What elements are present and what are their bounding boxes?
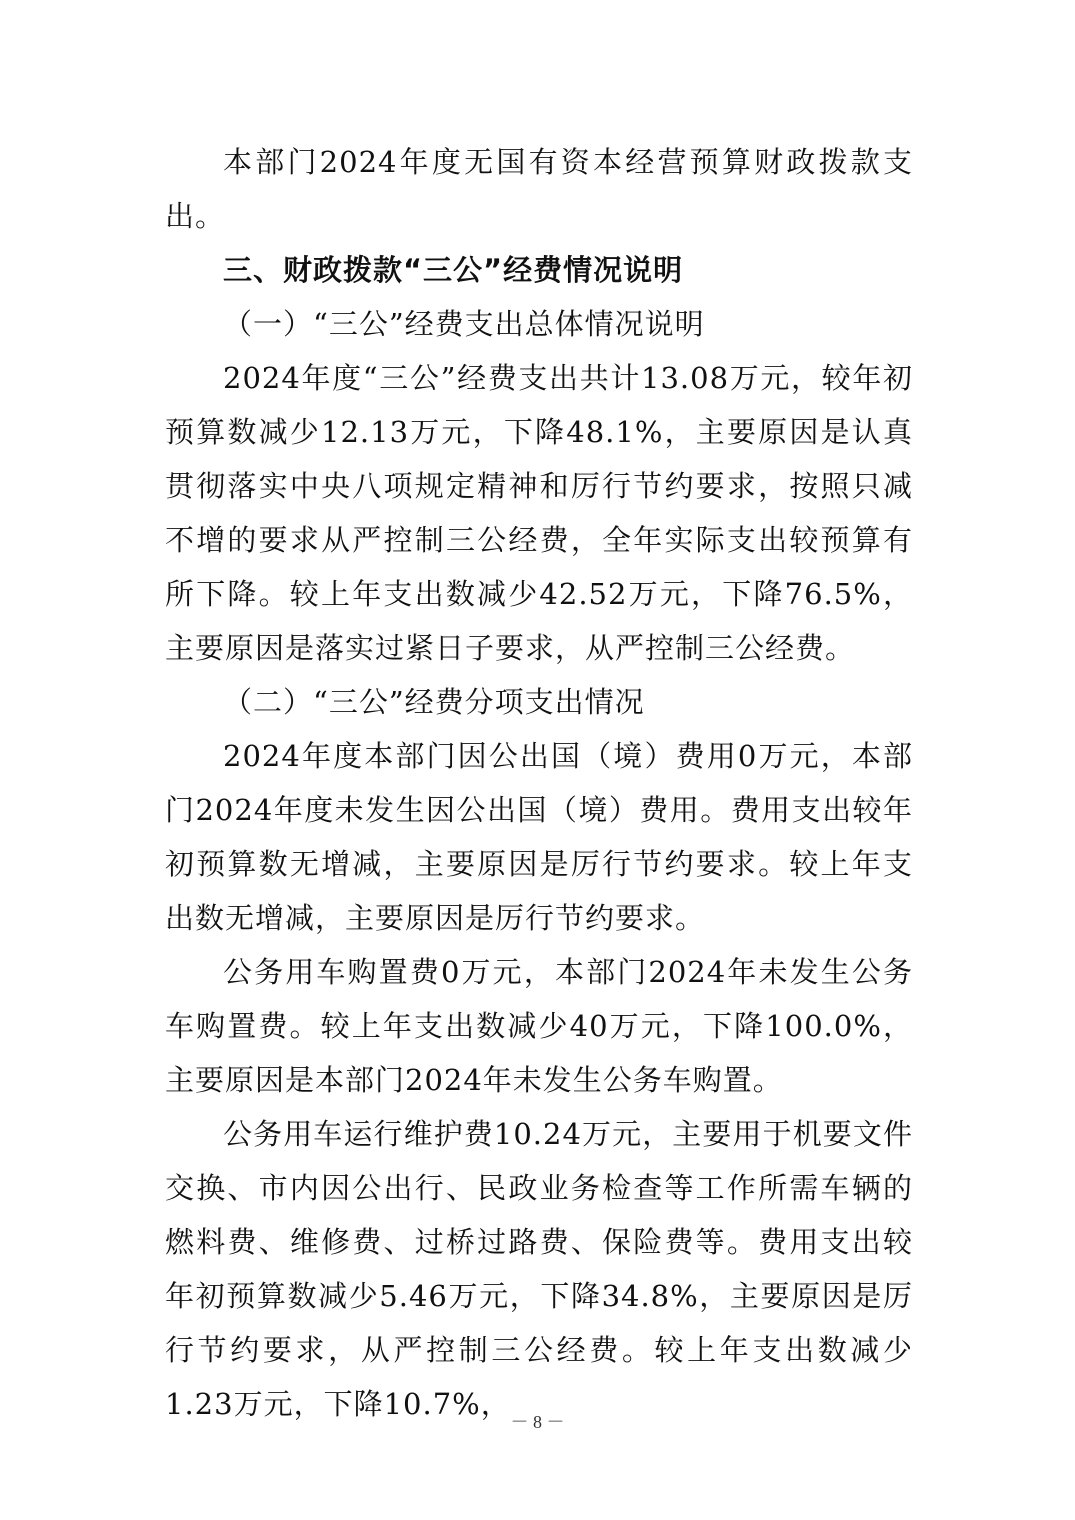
paragraph-vehicle-maintenance: 公务用车运行维护费10.24万元，主要用于机要文件交换、市内因公出行、民政业务检查等工作所需车辆的燃料费、维修费、过桥过路费、保险费等。费用支出较年初预算数减少5.46万元，下降34.8%，主要原因是厉行节约要求，从严控制三公经费。较上年支出数减少1.23万元，下降10.7%， [165,1117,913,1421]
paragraph-overseas-travel: 2024年度本部门因公出国（境）费用0万元，本部门2024年度未发生因公出国（境）费用。费用支出较年初预算数无增减，主要原因是厉行节约要求。较上年支出数无增减，主要原因是厉行节约要求。 [165,739,913,935]
section-heading-three-public: 三、财政拨款“三公”经费情况说明 [223,253,684,287]
paragraph-no-state-capital-budget: 本部门2024年度无国有资本经营预算财政拨款支出。 [165,145,913,233]
document-body [165,135,913,1431]
paragraph-overall-expenditure: 2024年度“三公”经费支出共计13.08万元，较年初预算数减少12.13万元，下降48.1%，主要原因是认真贯彻落实中央八项规定精神和厉行节约要求，按照只减不增的要求从严控制三公经费，全年实际支出较预算有所下降。较上年支出数减少42.52万元，下降76.5%，主要原因是落实过紧日子要求，从严控制三公经费。 [165,361,913,665]
subheading-overall: （一）“三公”经费支出总体情况说明 [223,307,705,341]
page-number: － 8 － [510,1412,565,1432]
subheading-itemized: （二）“三公”经费分项支出情况 [223,685,645,719]
paragraph-vehicle-purchase: 公务用车购置费0万元，本部门2024年未发生公务车购置费。较上年支出数减少40万元，下降100.0%，主要原因是本部门2024年未发生公务车购置。 [165,955,913,1097]
